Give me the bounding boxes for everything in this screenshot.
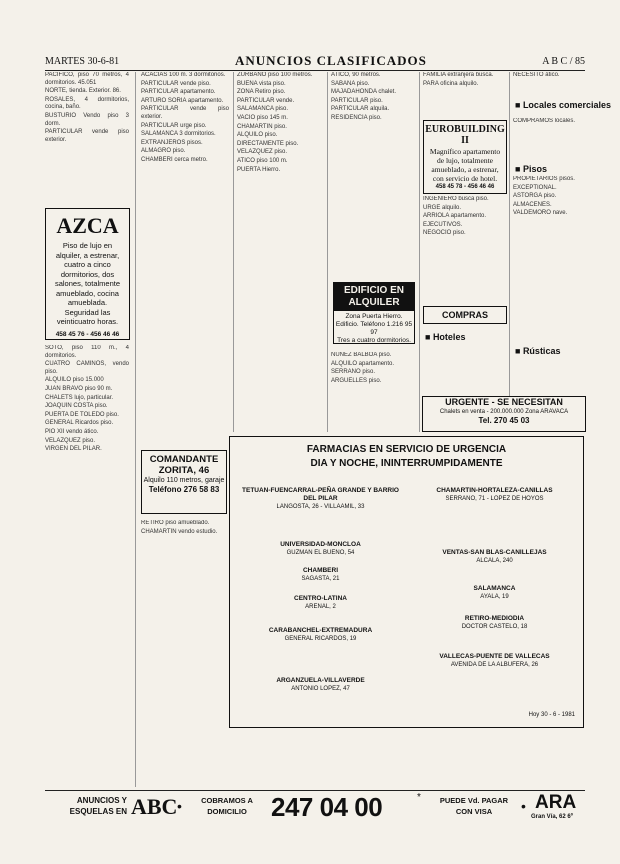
ad-item: ARTURO SORIA apartamento. — [141, 97, 224, 104]
pharmacies-footnote: Hoy 30 - 6 - 1981 — [528, 712, 575, 718]
hoteles-label: Hoteles — [432, 332, 466, 342]
pharmacies-title-1: FARMACIAS EN SERVICIO DE URGENCIA — [306, 444, 507, 455]
edificio-body: Zona Puerta Hierro. Edificio. Teléfono 1.216 95 97 — [335, 313, 413, 336]
ara-address: Gran Vía, 62 6º — [531, 814, 573, 820]
ad-item: PARTICULAR apartamento. — [141, 89, 216, 96]
ad-item: SABANA piso. — [331, 80, 370, 87]
ad-item: ATICO piso 100 m. — [237, 157, 288, 164]
column-divider — [135, 72, 136, 787]
footer-left-line2: ESQUELAS EN — [69, 807, 127, 816]
pharmacy-district — [412, 615, 577, 631]
ad-item: JUAN BRAVO piso 90 m. — [45, 385, 113, 392]
ad-item: ALQUILO apartamento. — [331, 360, 395, 367]
footer-mid — [191, 795, 263, 817]
ad-item: PARTICULAR piso. — [331, 97, 383, 104]
ad-item: CUATRO CAMINOS, vendo piso. — [45, 361, 129, 375]
ad-item: VELAZQUEZ piso. — [237, 149, 288, 156]
ad-item: PROPIETARIOS pisos. — [513, 176, 575, 182]
ad-item: VACIO piso 145 m. — [237, 114, 288, 121]
district-entries: ARENAL, 2 — [305, 604, 336, 610]
pisos-label: Pisos — [522, 164, 547, 174]
pharmacy-district — [238, 627, 403, 643]
ads-column-4b — [331, 352, 415, 432]
ad-item: ROSALES, 4 dormitorios, cocina, baño. — [45, 96, 129, 111]
header-rule — [45, 70, 585, 71]
urgente-body: Chalets en venta - 200.000.000 Zona ARAVACA — [439, 409, 569, 415]
ad-item: ARRIOLA apartamento. — [423, 213, 487, 220]
ad-item: JOAQUIN COSTA piso. — [45, 403, 108, 410]
asterisk-icon: * — [417, 792, 421, 803]
azca-title: AZCA — [56, 213, 119, 238]
pharmacy-district — [238, 595, 403, 611]
eurobuilding-ad — [423, 120, 507, 194]
footer-right — [431, 795, 517, 817]
ad-item: DIRECTAMENTE piso. — [237, 140, 299, 147]
district-entries: ALCALA, 240 — [476, 558, 513, 564]
ad-item: ARGUELLES piso. — [331, 377, 382, 384]
bullet-icon: • — [521, 798, 526, 814]
footer-rule — [45, 790, 585, 791]
footer-right-line1: PUEDE Vd. PAGAR — [439, 796, 509, 805]
district-entries: AYALA, 19 — [480, 594, 509, 600]
ad-item: PUERTA DE TOLEDO piso. — [45, 411, 119, 418]
district-entries: DOCTOR CASTELO, 18 — [461, 624, 528, 630]
ads-column-1a — [45, 72, 129, 207]
ara-logo: ARA — [535, 792, 577, 813]
district-entries: AVENIDA DE LA ALBUFERA, 26 — [450, 662, 539, 668]
urgente-phone: Tel. 270 45 03 — [478, 416, 530, 425]
district-name: ARGANZUELA-VILLAVERDE — [276, 677, 365, 684]
column-divider — [419, 72, 420, 432]
abc-logo: ABC — [131, 794, 178, 819]
compras-banner — [423, 306, 507, 324]
district-name: TETUAN-FUENCARRAL-PEÑA GRANDE Y BARRIO DEL PILAR — [242, 487, 399, 502]
ad-item: ACACIAS 100 m. 3 dormitorios. — [141, 72, 226, 78]
locales-heading: ■ Locales comerciales — [515, 100, 611, 110]
locales-label: Locales comerciales — [522, 100, 611, 110]
ad-item: NORTE, tienda. Exterior. 86. — [45, 88, 121, 95]
ad-item: INGENIERO busca piso. — [423, 196, 489, 202]
pharmacy-district — [238, 541, 403, 557]
urgente-ad — [422, 396, 586, 432]
column-divider — [233, 72, 234, 432]
district-entries: ANTONIO LOPEZ, 47 — [291, 686, 350, 692]
ad-item: MAJADAHONDA chalet. — [331, 89, 397, 96]
district-name: SALAMANCA — [473, 585, 516, 592]
ad-item: URGE alquilo. — [423, 204, 462, 211]
ads-column-6a — [513, 72, 585, 96]
ad-item: FAMILIA extranjera busca. — [423, 72, 494, 78]
ad-item: PARTICULAR vende piso. — [141, 80, 211, 87]
ad-item: ALMACENES. — [513, 201, 552, 208]
hoteles-heading: ■ Hoteles — [425, 332, 466, 342]
ad-item: PARTICULAR urge piso. — [141, 122, 207, 129]
district-name: RETIRO-MEDIODIA — [464, 615, 525, 622]
ad-item: ALQUILO piso. — [237, 132, 278, 139]
pharmacy-district — [412, 585, 577, 601]
district-name: VENTAS-SAN BLAS-CANILLEJAS — [442, 549, 547, 556]
column-divider — [327, 72, 328, 432]
edificio-footer: Tres a cuatro dormitorios. — [337, 337, 411, 344]
ad-item: PARA oficina alquilo. — [423, 80, 479, 87]
eurobuilding-phone: 458 45 78 - 456 46 46 — [435, 184, 495, 190]
ad-item: PARTICULAR vende piso exterior. — [45, 129, 129, 143]
footer-left-line1: ANUNCIOS Y — [76, 796, 127, 805]
district-name: VALLECAS-PUENTE DE VALLECAS — [439, 653, 550, 660]
district-name: CENTRO-LATINA — [294, 595, 347, 602]
ad-item: RESIDENCIA piso. — [331, 114, 382, 121]
azca-body: Piso de lujo en alquiler, a estrenar, cuatro a cinco dormitorios, dos salones, totalmente amueblado, cocina amueblada. Seguridad las veinticuatro horas. — [54, 241, 121, 326]
ad-item: BUSTURIO Vendo piso 3 dorm. — [45, 112, 129, 127]
ad-item: EJECUTIVOS. — [423, 221, 463, 228]
zorita-phone: Teléfono 276 58 83 — [148, 485, 220, 494]
footer-banner — [45, 794, 585, 820]
ad-item: CHAMARTIN vendo estudio. — [141, 528, 218, 535]
footer-phone: 247 04 00 — [271, 792, 383, 822]
ad-item: ALQUILO piso 15.000 — [45, 377, 104, 384]
district-name: CHAMBERI — [302, 567, 339, 574]
ad-item: GENERAL Ricardos piso. — [45, 420, 114, 427]
ad-item: PARTICULAR alquila. — [331, 106, 390, 113]
ad-item: ZURBANO piso 100 metros. — [237, 72, 313, 78]
ad-item: ZONA Retiro piso. — [237, 89, 286, 96]
ad-item: VALDEMORO nave. — [513, 210, 568, 217]
ad-item: NUÑEZ BALBOA piso. — [331, 352, 392, 358]
district-name: CARABANCHEL-EXTREMADURA — [268, 627, 373, 634]
azca-ad — [45, 208, 130, 340]
ad-item: CHAMBERI cerca metro. — [141, 156, 208, 163]
ads-column-6b — [513, 118, 585, 158]
footer-left — [45, 795, 127, 817]
footer-mid-line2: DOMICILIO — [207, 807, 247, 816]
ads-column-6c — [513, 176, 585, 336]
ad-item: PARTICULAR vende. — [237, 97, 295, 104]
edificio-ad — [333, 282, 415, 344]
pharmacy-district — [412, 653, 577, 669]
bullet-icon: • — [177, 798, 182, 814]
ad-item: EXCEPTIONAL. — [513, 184, 557, 191]
ads-column-2b — [141, 520, 229, 785]
ads-column-5b — [423, 196, 507, 300]
pharmacy-district — [412, 549, 577, 565]
eurobuilding-body: Magnífico apartamento de lujo, totalmente amueblado, a estrenar, con servicio de hotel. — [429, 147, 501, 183]
ad-item: PIO XII vendo ático. — [45, 428, 99, 435]
ad-item: PARTICULAR vende piso exterior. — [141, 106, 229, 120]
pharmacy-district — [238, 677, 403, 693]
rusticas-heading: ■ Rústicas — [515, 346, 561, 356]
column-divider — [509, 72, 510, 427]
ads-column-4a — [331, 72, 415, 272]
ad-item: RETIRO piso amueblado. — [141, 520, 210, 526]
ad-item: PACIFICO, piso 70 metros, 4 dormitorios. 45.051 — [45, 72, 129, 86]
ads-column-1b — [45, 345, 129, 785]
district-entries: GUZMAN EL BUENO, 54 — [286, 550, 355, 556]
page-number: A B C / 85 — [542, 56, 585, 67]
ads-column-3 — [237, 72, 323, 430]
ad-item: SALAMANCA 3 dormitorios. — [141, 131, 216, 138]
issue-date: MARTES 30-6-81 — [45, 56, 120, 67]
ad-item: CHALETS lujo, particular. — [45, 394, 114, 401]
ad-item: NEGOCIO piso. — [423, 230, 466, 237]
eurobuilding-title: EUROBUILDING II — [425, 124, 505, 146]
compras-title: COMPRAS — [441, 310, 488, 320]
zorita-body: Alquilo 110 metros, garaje — [143, 477, 225, 484]
pharmacies-title-2: DIA Y NOCHE, ININTERRUMPIDAMENTE — [310, 458, 503, 469]
pharmacy-district — [238, 487, 403, 511]
ad-item: SERRANO piso. — [331, 369, 376, 376]
district-entries: GENERAL RICARDOS, 19 — [284, 636, 357, 642]
ad-item: ATICO, 90 metros. — [331, 72, 381, 78]
ad-item: VIRGEN DEL PILAR. — [45, 446, 102, 453]
ad-item: SOTO, piso 110 m., 4 dormitorios. — [45, 345, 129, 359]
pharmacy-district — [238, 567, 403, 583]
rusticas-label: Rústicas — [522, 346, 561, 356]
ad-item: CHAMARTIN piso. — [237, 123, 287, 130]
zorita-title: COMANDANTE ZORITA, 46 — [149, 454, 219, 476]
ad-item: EXTRANJEROS pisos. — [141, 139, 203, 146]
ad-item: NECESITO ático. — [513, 72, 560, 78]
district-name: UNIVERSIDAD-MONCLOA — [280, 541, 361, 548]
district-entries: LANGOSTA, 26 - VILLAAMIL, 33 — [276, 504, 365, 510]
footer-right-line2: CON VISA — [455, 807, 493, 816]
ad-item: BUENA vista piso. — [237, 80, 286, 87]
ad-item: COMPRAMOS locales. — [513, 118, 576, 124]
ad-item: ALMAGRO piso. — [141, 148, 186, 155]
ad-item: PUERTA Hierro. — [237, 166, 281, 173]
footer-mid-line1: COBRAMOS A — [201, 796, 253, 805]
urgente-title: URGENTE - SE NECESITAN — [445, 397, 563, 407]
pharmacy-district — [412, 487, 577, 503]
ad-item: VELAZQUEZ piso. — [45, 437, 96, 444]
pharmacies-box — [229, 436, 584, 728]
page-header — [45, 53, 585, 70]
district-entries: SERRANO, 71 - LOPEZ DE HOYOS — [445, 496, 544, 502]
edificio-title: EDIFICIO EN ALQUILER — [334, 283, 414, 311]
zorita-ad — [141, 450, 227, 514]
azca-phone: 458 45 76 - 456 46 46 — [55, 330, 120, 338]
district-name: CHAMARTIN-HORTALEZA-CANILLAS — [436, 487, 553, 494]
ad-item: ASTORGA piso. — [513, 193, 557, 200]
pisos-heading: ■ Pisos — [515, 164, 547, 174]
section-title: ANUNCIOS CLASIFICADOS — [235, 53, 427, 68]
district-entries: SAGASTA, 21 — [301, 576, 340, 582]
ads-column-2a — [141, 72, 229, 442]
ads-column-5a — [423, 72, 507, 112]
ad-item: SALAMANCA piso. — [237, 106, 289, 113]
